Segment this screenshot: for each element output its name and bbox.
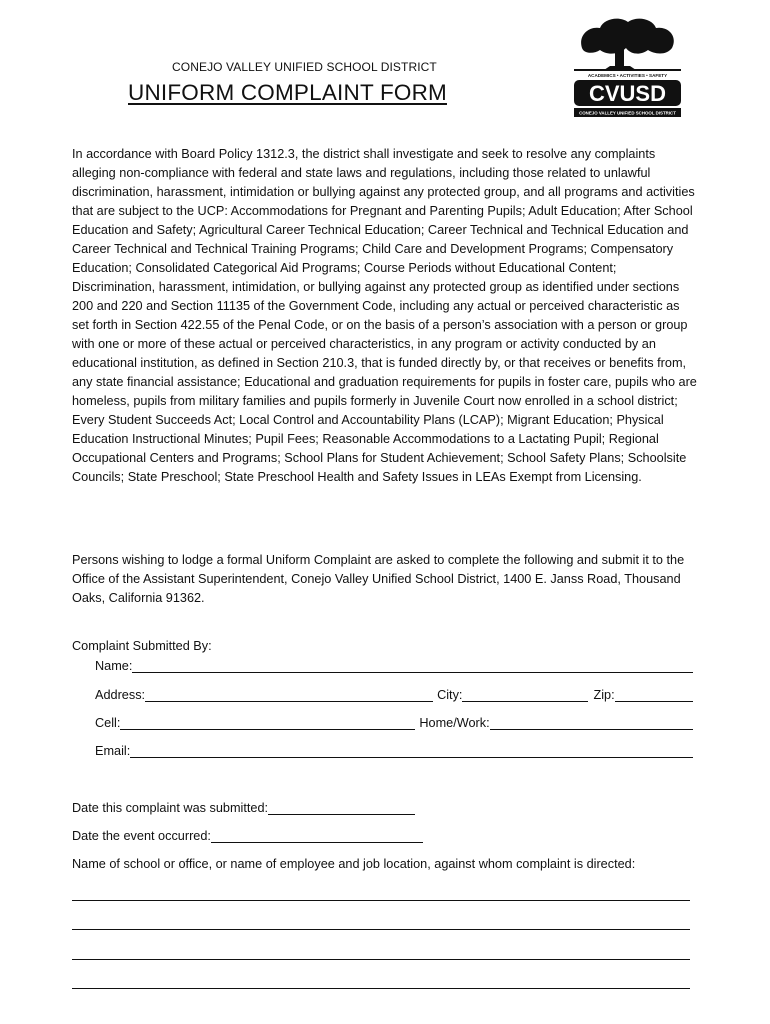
- city-field[interactable]: [462, 687, 588, 702]
- district-name: CONEJO VALLEY UNIFIED SCHOOL DISTRICT: [172, 60, 437, 74]
- oak-tree-icon: [581, 19, 674, 70]
- date-event-label: Date the event occurred:: [72, 829, 211, 843]
- date-submitted-field[interactable]: [268, 800, 415, 815]
- against-label: Name of school or office, or name of employee and job location, against whom complaint is directed:: [72, 857, 636, 871]
- logo-subtitle: CONEJO VALLEY UNIFIED SCHOOL DISTRICT: [579, 110, 676, 116]
- against-line-4[interactable]: [72, 988, 690, 989]
- date-event-row: [72, 828, 423, 843]
- submission-paragraph: Persons wishing to lodge a formal Uniform Complaint are asked to complete the following and submit it to the Office of the Assistant Superintendent, Conejo Valley Unified School District, 1400 E. Janss Road, Thousand Oaks, California 91362.: [72, 553, 685, 605]
- phone-row: [95, 715, 693, 730]
- submitted-by-heading: [72, 639, 212, 653]
- name-field[interactable]: [132, 658, 693, 673]
- cell-field[interactable]: [120, 715, 415, 730]
- zip-label: Zip:: [593, 688, 615, 702]
- against-line-2[interactable]: [72, 929, 690, 930]
- against-line-3[interactable]: [72, 959, 690, 960]
- zip-field[interactable]: [615, 687, 693, 702]
- email-label: Email:: [95, 744, 131, 758]
- address-label: Address:: [95, 688, 146, 702]
- name-row: [95, 658, 693, 673]
- city-label: City:: [437, 688, 463, 702]
- against-line-1[interactable]: [72, 900, 690, 901]
- home-work-label: Home/Work:: [419, 716, 490, 730]
- email-field[interactable]: [130, 743, 693, 758]
- address-row: [95, 687, 693, 702]
- date-submitted-label: Date this complaint was submitted:: [72, 801, 269, 815]
- form-title: UNIFORM COMPLAINT FORM: [128, 80, 447, 105]
- email-row: [95, 743, 693, 758]
- submitted-by-label: Complaint Submitted By:: [72, 639, 212, 653]
- date-event-field[interactable]: [211, 828, 423, 843]
- policy-paragraph: In accordance with Board Policy 1312.3, the district shall investigate and seek to resolve any complaints alleging non-compliance with federal and state laws and regulations, including those related to unlawful discrimination, harassment, intimidation or bullying against any protected group, and all programs and activities that are subject to the UCP: Accommodations for Pregnant and Parenting Pupils; Adult Education; After School Education and Safety; Agricultural Career Technical Education; Career Technical and Technical Education and Career Technical and Technical Training Programs; Child Care and Development Programs; Compensatory Education; Consolidated Categorical Aid Programs; Course Periods without Educational Content; Discrimination, harassment, intimidation, or bullying against any protected group as identified under sections 200 and 220 and Section 11135 of the Government Code, including any actual or perceived characteristic as set forth in Section 422.55 of the Penal Code, or on the basis of a person’s association with a person or group with one or more of these actual or perceived characteristics, in any program or activity conducted by an educational institution, as defined in Section 210.3, that is funded directly by, or that receives or benefits from, any state financial assistance; Educational and graduation requirements for pupils in foster care, pupils who are homeless, pupils from military families and pupils formerly in Juvenile Court now enrolled in a school district; Every Student Succeeds Act; Local Control and Accountability Plans (LCAP); Migrant Education; Physical Education Instructional Minutes; Pupil Fees; Reasonable Accommodations to a Lactating Pupil; Regional Occupational Centers and Programs; School Plans for Student Achievement; School Safety Plans; Schoolsite Councils; State Preschool; State Preschool Health and Safety Issues in LEAs Exempt from Licensing.: [72, 147, 697, 484]
- home-work-field[interactable]: [490, 715, 693, 730]
- against-row: [72, 857, 635, 871]
- name-label: Name:: [95, 659, 133, 673]
- logo-acronym: CVUSD: [588, 81, 667, 106]
- date-submitted-row: [72, 800, 415, 815]
- cvusd-logo: [570, 14, 685, 118]
- cell-label: Cell:: [95, 716, 121, 730]
- address-field[interactable]: [145, 687, 433, 702]
- logo-tagline: ACADEMICS • ACTIVITIES • SAFETY: [587, 73, 668, 78]
